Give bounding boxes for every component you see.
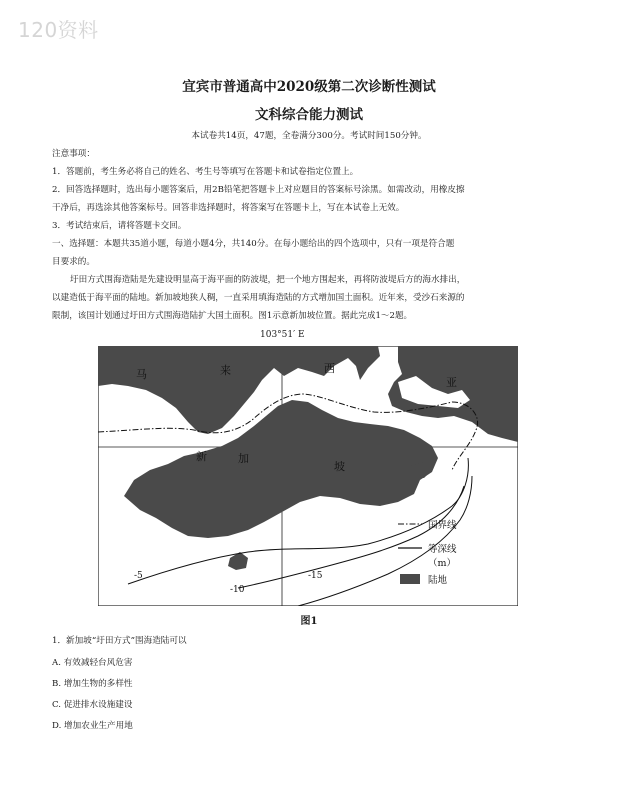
legend-unit: （m） [428,558,457,569]
note-item-2b: 干净后，再选涂其他答案标号。回答非选择题时，将答案写在答题卡上，写在本试卷上无效。 [52,203,405,213]
label-lai: 来 [220,364,231,377]
question-1-option-c: C. 促进排水设施建设 [52,700,133,710]
exam-info: 本试卷共14页，47题，全卷满分300分。考试时间150分钟。 [191,131,427,141]
label-xi: 西 [324,362,335,375]
label-jia: 加 [238,452,249,465]
label-po: 坡 [334,460,345,473]
label-ma: 马 [136,368,147,381]
section-instructions-line1: 一、选择题：本题共35道小题，每道小题4分，共140分。在每小题给出的四个选项中，只有一项是符合题 [52,239,455,249]
figure-caption: 图1 [300,616,318,627]
legend-land-swatch [400,574,420,584]
contour-label-15: -15 [308,571,323,581]
section-instructions-line2: 目要求的。 [52,257,95,267]
question-1-option-b: B. 增加生物的多样性 [52,679,133,689]
contour-label-10: -10 [230,585,245,595]
exam-subtitle: 文科综合能力测试 [255,107,363,123]
contour-label-5: -5 [134,571,143,581]
singapore-map [98,346,518,606]
exam-title: 宜宾市普通高中2020级第二次诊断性测试 [182,79,436,95]
passage-line1: 圩田方式围海造陆是先建设明显高于海平面的防波堤，把一个地方围起来，再将防波堤后方的海水排出， [70,275,466,285]
passage-line3: 限制，该国计划通过圩田方式围海造陆扩大国土面积。图1示意新加坡位置。据此完成1～2题。 [52,311,413,321]
label-xin: 新 [196,450,207,463]
note-item-2a: 2．回答选择题时，选出每小题答案后，用2B铅笔把答题卡上对应题目的答案标号涂黑。如需改动，用橡皮擦 [52,185,465,195]
legend-isobath: 等深线 [428,544,457,555]
notes-heading: 注意事项： [52,149,95,159]
question-1-stem: 1．新加坡“圩田方式”围海造陆可以 [52,636,187,646]
legend-border: 国界线 [428,520,457,531]
watermark: 120资料 [18,18,99,42]
note-item-3: 3．考试结束后，请将答题卡交回。 [52,221,187,231]
question-1-option-d: D. 增加农业生产用地 [52,721,133,731]
legend-land: 陆地 [428,575,448,586]
longitude-label: 103°51′ E [260,330,305,340]
label-ya: 亚 [446,376,457,389]
note-item-1: 1．答题前，考生务必将自己的姓名、考生号等填写在答题卡和试卷指定位置上。 [52,167,359,177]
question-1-option-a: A. 有效减轻台风危害 [52,658,133,668]
passage-line2: 以建造低于海平面的陆地。新加坡地狭人稠，一直采用填海造陆的方式增加国土面积。近年来，受沙石来源的 [52,293,465,303]
